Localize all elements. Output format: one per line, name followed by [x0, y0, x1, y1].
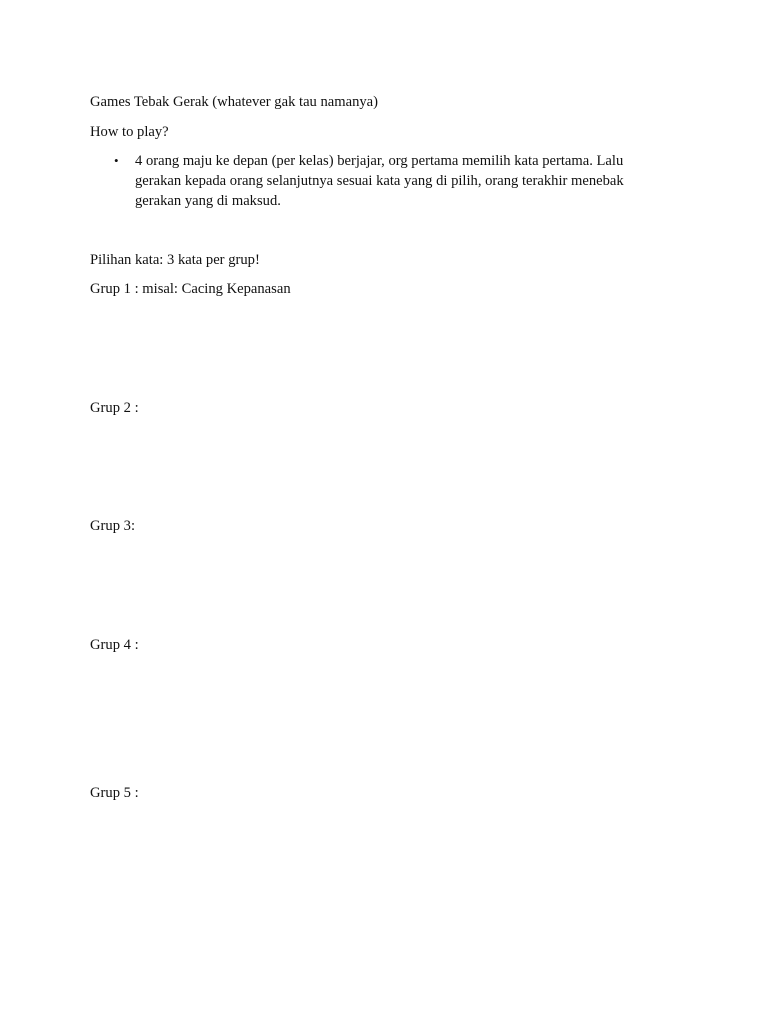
group-4-label: Grup 4 : [90, 637, 139, 653]
bullet-icon: • [114, 153, 119, 168]
instruction-text: 4 orang maju ke depan (per kelas) berjajar, org pertama memilih kata pertama. Lalu gerakan kepada orang selanjutnya sesuai kata yang di pilih, orang terakhir menebak gerakan yang di maksud. [135, 153, 624, 209]
how-to-play-heading: How to play? [90, 124, 169, 140]
word-choice-label: Pilihan kata: 3 kata per grup! [90, 252, 260, 268]
group-5-label: Grup 5 : [90, 785, 139, 801]
group-1-label: Grup 1 : misal: Cacing Kepanasan [90, 281, 291, 297]
group-3-label: Grup 3: [90, 518, 135, 534]
group-2-label: Grup 2 : [90, 400, 139, 416]
document-title: Games Tebak Gerak (whatever gak tau namanya) [90, 94, 379, 110]
